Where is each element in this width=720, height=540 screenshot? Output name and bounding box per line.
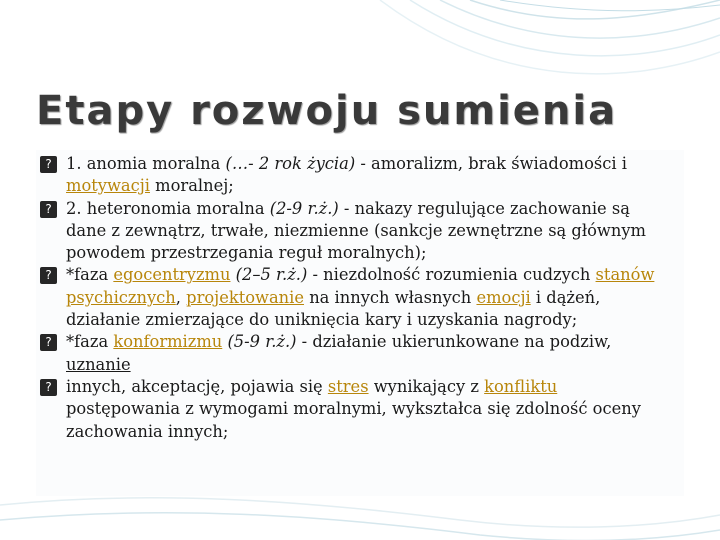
term-link[interactable]: stanów psychicznych — [66, 265, 655, 307]
item-text: moralnej; — [150, 176, 234, 196]
item-text: 1. anomia moralna — [66, 154, 226, 173]
underlined-text: uznanie — [66, 354, 131, 374]
bullet-icon: ? — [40, 201, 57, 218]
list-item — [40, 198, 674, 265]
term-link[interactable]: egocentryzmu — [113, 265, 231, 285]
term-link[interactable]: stres — [327, 376, 369, 396]
item-text: *faza — [66, 332, 114, 352]
age-range: (…- 2 rok życia) — [225, 154, 356, 173]
item-text: postępowania z wymogami moralnymi, wykształca się zdolność oceny zachowania innych; — [66, 399, 641, 441]
list-item — [40, 153, 674, 198]
term-link[interactable]: konformizmu — [113, 332, 223, 352]
item-text: 2. heteronomia moralna — [66, 198, 270, 218]
term-link[interactable]: projektowanie — [186, 287, 305, 307]
age-range: (2-9 r.ż.) — [269, 198, 339, 218]
bullet-icon: ? — [40, 334, 57, 351]
bullet-icon: ? — [40, 156, 57, 173]
page-title: Etapy rozwoju sumienia — [36, 88, 618, 134]
item-text: i dążeń, działanie zmierzające do uniknięcia kary i uzyskania nagrody; — [66, 287, 601, 330]
bullet-icon: ? — [40, 379, 57, 396]
item-text: *faza — [66, 265, 114, 285]
item-text: , — [175, 287, 187, 307]
term-link[interactable]: emocji — [476, 287, 531, 307]
item-text: wynikający z — [368, 376, 485, 396]
term-link[interactable]: konfliktu — [484, 376, 558, 396]
bullet-icon: ? — [40, 267, 57, 284]
item-text: - niezdolność rozumienia cudzych — [307, 265, 596, 285]
term-link[interactable]: motywacji — [66, 176, 150, 196]
slide-content — [36, 150, 684, 496]
list-item — [40, 331, 674, 376]
age-range: (5-9 r.ż.) — [227, 332, 297, 352]
item-text: - działanie ukierunkowane na podziw, — [296, 332, 612, 352]
item-text: na innych własnych — [304, 287, 477, 307]
item-text: - amoralizm, brak świadomości i — [355, 154, 627, 173]
list-item — [40, 264, 674, 331]
list-item — [40, 376, 674, 443]
age-range: (2–5 r.ż.) — [235, 265, 308, 285]
item-text: innych, akceptację, pojawia się — [66, 376, 328, 396]
item-text: - nakazy regulujące zachowanie są dane z zewnątrz, trwałe, niezmienne (sankcje zewnętrzne są głównym powodem przestrzegania reguł moralnych); — [66, 198, 646, 263]
